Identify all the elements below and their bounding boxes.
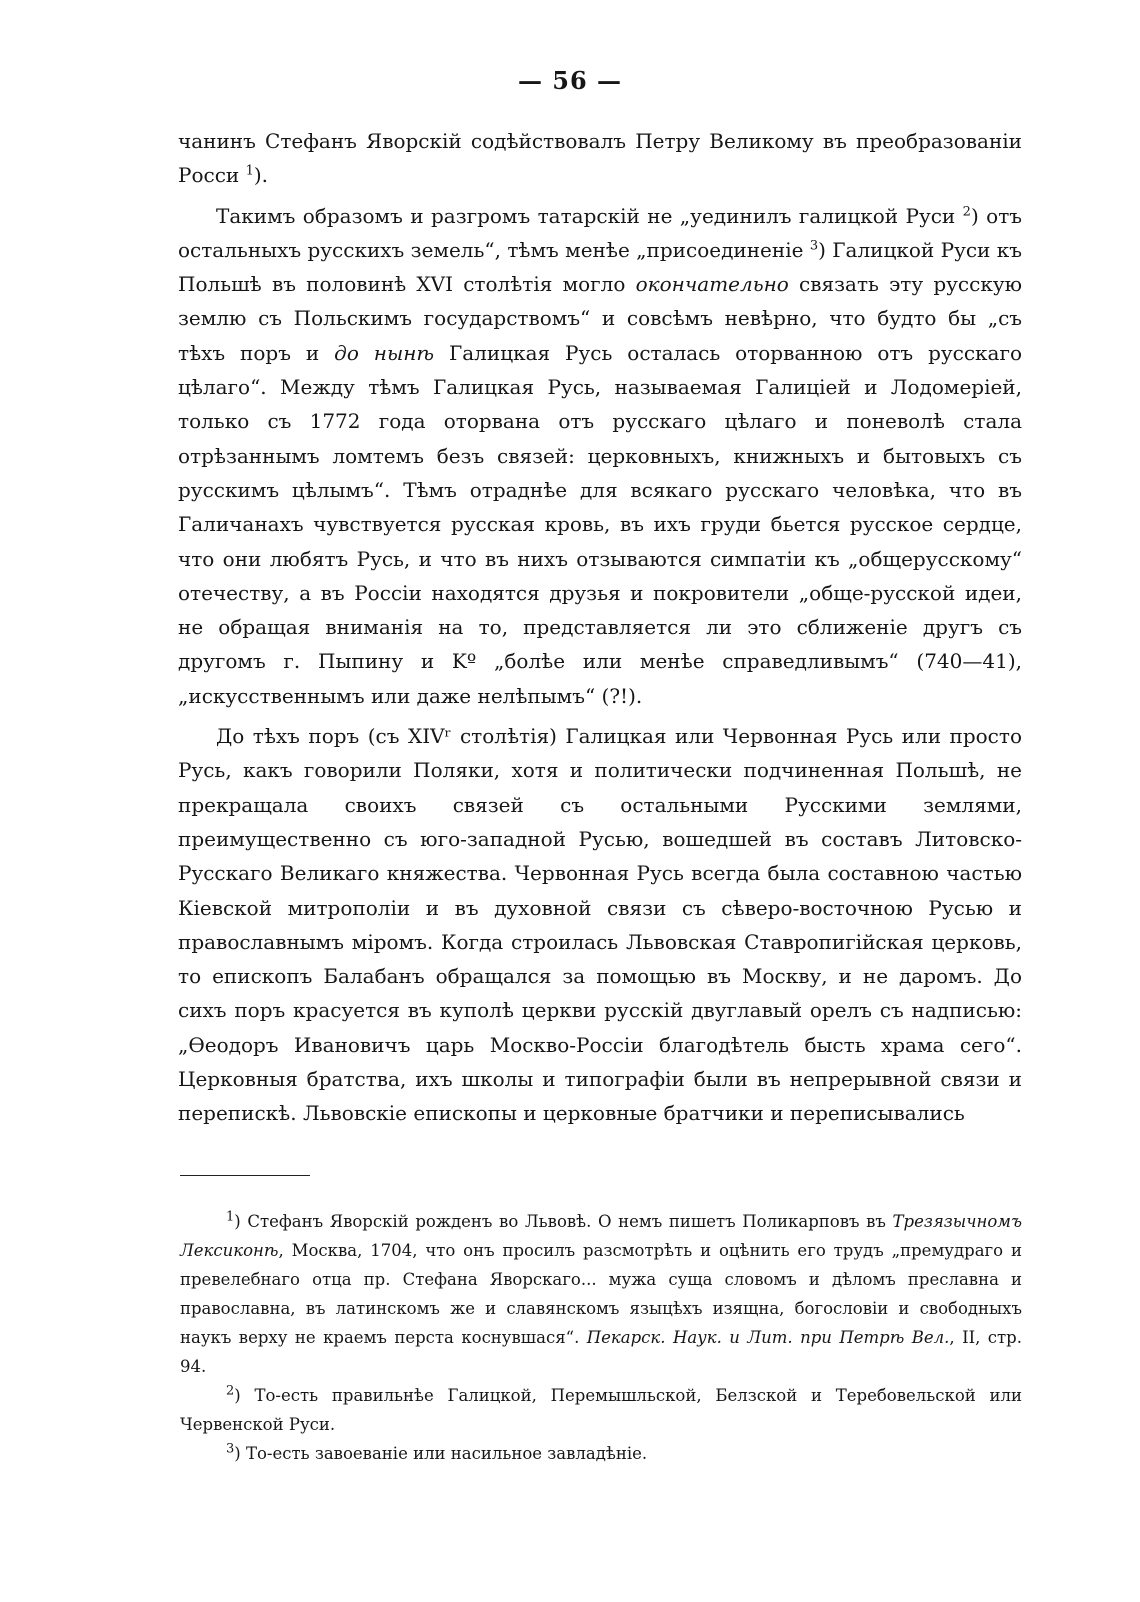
text-run: чанинъ Стефанъ Яворскій содѣйствовалъ Петру Великому въ преобразованіи Росси (178, 129, 1022, 188)
text-run: связать эту русскую землю съ Польскимъ государствомъ“ и совсѣмъ невѣрно, что будто бы „съ тѣхъ поръ и (178, 272, 1023, 365)
text-run: ) То-есть завоеваніе или насильное завладѣніе. (234, 1444, 648, 1463)
text-run: ) отъ остальныхъ русскихъ земель“, тѣмъ менѣе „присоединеніе (178, 203, 1022, 262)
footnote (180, 1207, 1022, 1381)
footnote-ref: 1 (226, 1209, 235, 1225)
italic-text: Пекарск. Наук. и Лит. при Петрѣ Вел. (586, 1328, 950, 1347)
paragraph (178, 719, 1022, 1131)
text-run: Галицкая Русь осталась оторванною отъ русскаго цѣлаго“. Между тѣмъ Галицкая Русь, называемая Галиціей и Лодомеріей, только съ 1772 года оторвана отъ русскаго цѣлаго и поневолѣ стала отрѣзаннымъ ломтемъ безъ связей: церковныхъ, книжныхъ и бытовыхъ съ русскимъ цѣлымъ“. Тѣмъ отраднѣе для всякаго русскаго человѣка, что въ Галичанахъ чувствуется русская кровь, въ ихъ груди бьется русское сердце, что они любятъ Русь, и что въ нихъ отзываются симпатіи къ „общерусскому“ отечеству, а въ Россіи находятся друзья и покровители „обще-русской идеи, не обращая вниманія на то, представляется ли это сближеніе другъ съ другомъ г. Пыпину и Kº „болѣе или менѣе справедливымъ“ (740—41), „искусственнымъ или даже нелѣпымъ“ (?!). (178, 340, 1022, 708)
footnote-separator (180, 1175, 310, 1176)
main-text (178, 124, 1022, 1131)
footnote-ref: 3 (809, 238, 819, 254)
italic-text: Трезязычномъ Лексиконѣ (180, 1212, 1022, 1260)
text-run: , Москва, 1704, что онъ просилъ разсмотрѣть и оцѣнить его трудъ „премудраго и превелебнаго отца пр. Стефана Яворскаго... мужа суща словомъ и дѣломъ преславна и православна, въ латинскомъ же и славянскомъ языцѣхъ изящна, богословіи и свободныхъ наукъ верху не краемъ перста коснувшася“. (180, 1241, 1022, 1347)
paragraph (178, 124, 1022, 193)
text-run: ). (253, 163, 269, 188)
footnote (180, 1381, 1022, 1439)
text-run: ) То-есть правильнѣе Галицкой, Перемышльской, Белзской и Теребовельской или Червенской Руси. (180, 1386, 1022, 1434)
paragraph (178, 199, 1022, 713)
italic-text: окончательно (635, 272, 789, 297)
text-run: , II, стр. 94. (180, 1328, 1022, 1376)
text-run: ) Галицкой Руси къ Польшѣ въ половинѣ XVI столѣтія могло (178, 237, 1022, 297)
footnote (180, 1439, 1022, 1468)
text-run: Такимъ образомъ и разгромъ татарскій не „уединилъ галицкой Руси (216, 203, 963, 228)
text-run: ) Стефанъ Яворскій рожденъ во Львовѣ. О немъ пишетъ Поликарповъ въ (234, 1212, 893, 1231)
footnote-ref: 2 (962, 203, 971, 219)
footnotes (180, 1207, 1022, 1468)
page-number: — 56 — (517, 66, 623, 95)
italic-text: до нынѣ (334, 340, 435, 365)
footnote-ref: 3 (226, 1441, 235, 1457)
text-run: До тѣхъ поръ (съ XIVʳ столѣтія) Галицкая или Червонная Русь или просто Русь, какъ говорили Поляки, хотя и политически подчиненная Польшѣ, не прекращала своихъ связей съ остальными Русскими землями, преимущественно съ юго-западной Русью, вошедшей въ составъ Литовско-Русскаго Великаго княжества. Червонная Русь всегда была составною частью Кіевской митрополіи и въ духовной связи съ сѣверо-восточною Русью и православнымъ міромъ. Когда строилась Львовская Ставропигійская церковь, то епископъ Балабанъ обращался за помощью въ Москву, и не даромъ. До сихъ поръ красуется въ куполѣ церкви русскій двуглавый орелъ съ надписью: „Өеодоръ Ивановичъ царь Москво-Россіи благодѣтель бысть храма сего“. Церковныя братства, ихъ школы и типографіи были въ непрерывной связи и перепискѣ. Львовскіе епископы и церковные братчики и переписывались (178, 724, 1022, 1126)
footnote-ref: 2 (226, 1383, 235, 1399)
footnote-ref: 1 (245, 163, 254, 179)
